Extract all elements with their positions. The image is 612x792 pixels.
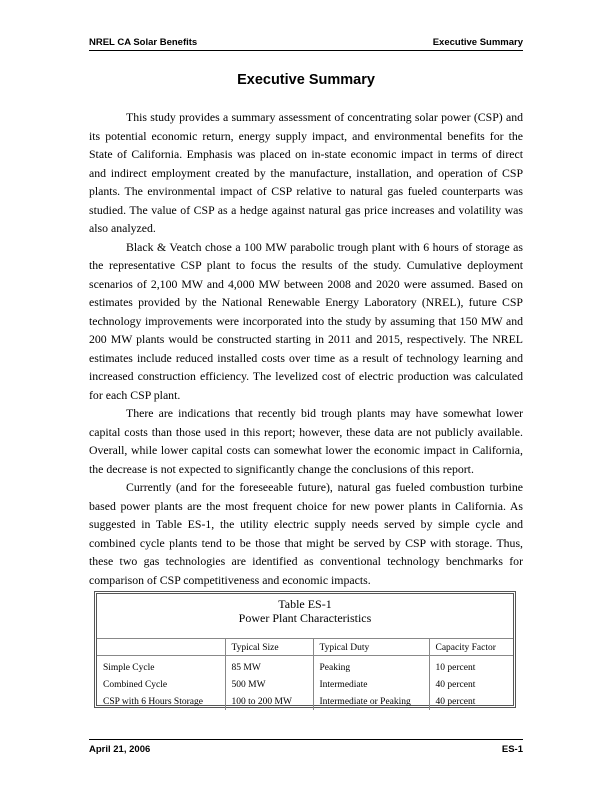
page-number: ES-1 <box>501 744 523 755</box>
table-header-cell: Capacity Factor <box>429 639 513 656</box>
table-cell: Intermediate or Peaking <box>313 693 429 710</box>
table-row <box>97 693 513 710</box>
table-cell: Simple Cycle <box>103 662 155 673</box>
paragraph-2: Black & Veatch chose a 100 MW parabolic trough plant with 6 hours of storage as the representative CSP plant to focus the results of the study. Cumulative deployment scenarios of 2,100 MW and 4,000 MW between 2008 and 2020 were assumed. Based on estimates provided by the National Renewable Energy Laboratory (NREL), future CSP technology improvements were incorporated into the study by assuming that 150 MW and 200 MW plants would be constructed starting in 2011 and 2015, respectively. The NREL estimates include reduced installed costs over time as a result of technology learning and increased construction efficiency. The levelized cost of electric production was calculated for each CSP plant. <box>89 239 523 402</box>
table-header-cell: Typical Size <box>225 639 313 656</box>
table-cell: Combined Cycle <box>103 679 168 690</box>
page-title: Executive Summary <box>237 72 375 88</box>
running-footer <box>89 739 523 753</box>
table-cell: 500 MW <box>225 676 313 693</box>
body-text <box>89 108 523 589</box>
table-header-cell <box>97 639 225 656</box>
paragraph-3: There are indications that recently bid trough plants may have somewhat lower capital costs than those used in this report; however, these data are not publicly available. Overall, while lower capital costs can somewhat lower the economic impact in California, the decrease is not expected to significantly change the conclusions of this report. <box>89 406 523 476</box>
characteristics-table <box>97 638 513 710</box>
table-number: Table ES-1 <box>278 597 332 611</box>
table-row <box>97 656 513 677</box>
paragraph-1: This study provides a summary assessment of concentrating solar power (CSP) and its potential economic return, energy supply impact, and environmental benefits for the State of California. Emphasis was placed on in-state economic impact in terms of direct and indirect employment created by the manufacture, installation, and operation of CSP plants. The environmental impact of CSP relative to natural gas fueled counterparts was studied. The value of CSP as a hedge against natural gas price increases and volatility was also analyzed. <box>89 110 523 235</box>
paragraph-4: Currently (and for the foreseeable future), natural gas fueled combustion turbine based power plants are the most frequent choice for new power plants in California. As suggested in Table ES-1, the utility electric supply needs served by simple cycle and combined cycle plants tend to be those that might be served by CSP with storage. Thus, these two gas technologies are identified as conventional technology benchmarks for comparison of CSP competitiveness and economic impacts. <box>89 480 523 587</box>
table-cell: 85 MW <box>225 656 313 677</box>
table-cell: 40 percent <box>429 676 513 693</box>
table-cell: 10 percent <box>429 656 513 677</box>
table-title: Power Plant Characteristics <box>238 611 372 625</box>
table-cell: CSP with 6 Hours Storage <box>103 696 203 707</box>
header-document-title: NREL CA Solar Benefits <box>89 37 198 48</box>
table-cell: Intermediate <box>313 676 429 693</box>
table-caption <box>97 597 513 625</box>
table-cell: 40 percent <box>429 693 513 710</box>
table-cell: 100 to 200 MW <box>225 693 313 710</box>
running-header <box>89 37 523 51</box>
table-header-row <box>97 639 513 656</box>
footer-date: April 21, 2006 <box>89 744 151 755</box>
table-row <box>97 676 513 693</box>
table-cell: Peaking <box>313 656 429 677</box>
table-header-cell: Typical Duty <box>313 639 429 656</box>
header-section-title: Executive Summary <box>432 37 523 48</box>
table-es-1 <box>94 591 516 708</box>
